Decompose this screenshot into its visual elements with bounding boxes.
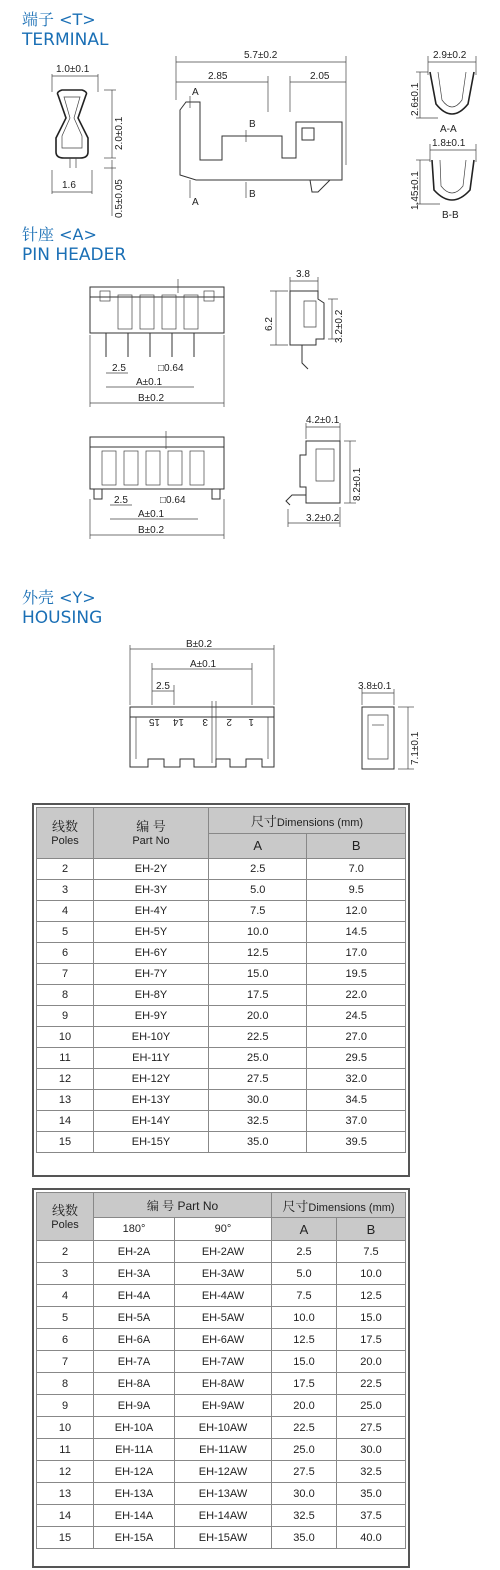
table-cell: 5.0: [209, 880, 307, 901]
col-dim-en: Dimensions (mm): [276, 816, 364, 829]
header-90-width: 4.2±0.1: [306, 415, 340, 426]
table-cell: EH-2Y: [94, 859, 209, 880]
terminal-title-en: TERMINAL: [22, 30, 109, 50]
table-cell: 24.5: [307, 1006, 406, 1027]
col2-b: B: [337, 1218, 406, 1241]
table-cell: 17.5: [209, 985, 307, 1006]
housing-dim-a: A±0.1: [190, 659, 217, 670]
table-cell: 4: [37, 1285, 94, 1307]
table-cell: 20.0: [209, 1006, 307, 1027]
table-cell: EH-9A: [94, 1395, 175, 1417]
header-180-side: [264, 269, 345, 369]
table-cell: EH-3A: [94, 1263, 175, 1285]
table-cell: 12.5: [337, 1285, 406, 1307]
table-cell: 9: [37, 1395, 94, 1417]
table-cell: EH-11AW: [175, 1439, 272, 1461]
table-cell: 20.0: [272, 1395, 337, 1417]
table-cell: EH-15A: [94, 1527, 175, 1549]
table-cell: 11: [37, 1048, 94, 1069]
table-row: [37, 1329, 406, 1351]
table-cell: 22.5: [209, 1027, 307, 1048]
header-180-pinlen: 3.2±0.2: [334, 309, 345, 343]
table-cell: EH-8AW: [175, 1373, 272, 1395]
dim-terminal-height: 2.0±0.1: [114, 116, 125, 150]
table-cell: 32.5: [272, 1505, 337, 1527]
housing-title-zh: 外壳 <Y>: [22, 588, 96, 607]
col-b: B: [307, 833, 406, 859]
table-cell: 10: [37, 1027, 94, 1048]
table-cell: 7: [37, 1351, 94, 1373]
table-cell: 2.5: [209, 859, 307, 880]
table-cell: EH-7A: [94, 1351, 175, 1373]
table-cell: EH-5Y: [94, 922, 209, 943]
col-poles-zh: 线数: [51, 819, 78, 834]
table-cell: EH-3AW: [175, 1263, 272, 1285]
table-cell: 7.5: [209, 901, 307, 922]
col-part-no: [94, 808, 209, 859]
table-cell: EH-14A: [94, 1505, 175, 1527]
housing-pos-2: 2: [226, 716, 232, 727]
table-cell: 35.0: [209, 1132, 307, 1153]
table-cell: 3: [37, 1263, 94, 1285]
col2-poles-zh: 线数: [51, 1202, 78, 1218]
table-cell: 7.0: [307, 859, 406, 880]
col2-90: 90°: [175, 1218, 272, 1241]
table-row: [37, 1069, 406, 1090]
table-cell: 14.5: [307, 922, 406, 943]
table-row: [37, 1263, 406, 1285]
housing-dim-b: B±0.2: [186, 639, 213, 650]
table-cell: EH-13Y: [94, 1090, 209, 1111]
table-row: [37, 1527, 406, 1549]
table-row: [37, 859, 406, 880]
section-bb-label: B-B: [442, 210, 459, 221]
table-cell: 10.0: [209, 922, 307, 943]
table-cell: 15: [37, 1527, 94, 1549]
table-row: [37, 1048, 406, 1069]
col-part-zh: 编 号: [136, 819, 166, 834]
table-cell: 39.5: [307, 1132, 406, 1153]
table-row: [37, 922, 406, 943]
section-aa: [410, 50, 476, 135]
housing-dim-height: 7.1±0.1: [410, 731, 421, 765]
table-cell: EH-4Y: [94, 901, 209, 922]
table-cell: 5.0: [272, 1263, 337, 1285]
table-cell: EH-15Y: [94, 1132, 209, 1153]
housing-side-view: [358, 681, 421, 769]
table-cell: 8: [37, 1373, 94, 1395]
table-cell: 10.0: [337, 1263, 406, 1285]
housing-title: [22, 588, 102, 628]
cut-a-label: A: [192, 87, 199, 98]
table-cell: EH-8Y: [94, 985, 209, 1006]
table-cell: EH-6A: [94, 1329, 175, 1351]
header-90-pitch: 2.5: [114, 495, 128, 506]
table-row: [37, 1351, 406, 1373]
table-cell: 8: [37, 985, 94, 1006]
dim-bb-width: 1.8±0.1: [432, 138, 466, 149]
section-bb: [410, 138, 476, 221]
table-cell: 6: [37, 943, 94, 964]
table-cell: 19.5: [307, 964, 406, 985]
table-row: [37, 1132, 406, 1153]
table-cell: 15: [37, 1132, 94, 1153]
table-cell: 27.5: [209, 1069, 307, 1090]
table-cell: 35.0: [337, 1483, 406, 1505]
table-cell: 14: [37, 1111, 94, 1132]
housing-pos-1: 1: [248, 716, 254, 727]
header-table: [36, 1192, 406, 1549]
table-cell: EH-8A: [94, 1373, 175, 1395]
dim-terminal-tab: 0.5±0.05: [114, 179, 125, 218]
col2-a: A: [272, 1218, 337, 1241]
table-cell: EH-13A: [94, 1483, 175, 1505]
header-90-pin: □0.64: [160, 495, 186, 506]
table-cell: EH-14Y: [94, 1111, 209, 1132]
table-cell: 34.5: [307, 1090, 406, 1111]
table-cell: EH-14AW: [175, 1505, 272, 1527]
col2-dim-en: Dimensions (mm): [308, 1201, 395, 1214]
table-cell: EH-11Y: [94, 1048, 209, 1069]
cut-b-label-bottom: B: [249, 189, 256, 200]
table-cell: 32.0: [307, 1069, 406, 1090]
table-row: [37, 1417, 406, 1439]
table-cell: 2: [37, 1241, 94, 1263]
table-cell: 35.0: [272, 1527, 337, 1549]
pin-header-drawing: [0, 265, 500, 550]
table-cell: EH-12Y: [94, 1069, 209, 1090]
table-cell: 15.0: [209, 964, 307, 985]
col2-poles: [37, 1193, 94, 1241]
table-row: [37, 1111, 406, 1132]
table-cell: EH-6AW: [175, 1329, 272, 1351]
header-90-pinlen: 3.2±0.2: [306, 513, 340, 524]
header-90-front: [90, 431, 224, 539]
col-dimensions: [209, 808, 406, 834]
terminal-front-view: [52, 64, 125, 218]
table-cell: 14: [37, 1505, 94, 1527]
table-cell: 25.0: [272, 1439, 337, 1461]
col-dim-zh: 尺寸: [250, 813, 277, 829]
table-cell: 9: [37, 1006, 94, 1027]
housing-table: [36, 807, 406, 1153]
table-cell: EH-4A: [94, 1285, 175, 1307]
table-cell: EH-3Y: [94, 880, 209, 901]
table-cell: EH-2AW: [175, 1241, 272, 1263]
table-cell: EH-13AW: [175, 1483, 272, 1505]
dim-terminal-base: 1.6: [62, 180, 76, 191]
table-cell: 5: [37, 1307, 94, 1329]
table-cell: 25.0: [209, 1048, 307, 1069]
table-row: [37, 1006, 406, 1027]
header-180-height: 6.2: [264, 317, 275, 331]
cut-b-label: B: [249, 119, 256, 130]
table-cell: 17.5: [272, 1373, 337, 1395]
header-90-a: A±0.1: [138, 509, 165, 520]
terminal-side-view: [176, 50, 346, 208]
col2-poles-en: Poles: [51, 1218, 79, 1231]
table-cell: 17.5: [337, 1329, 406, 1351]
table-cell: 37.0: [307, 1111, 406, 1132]
table-cell: EH-12AW: [175, 1461, 272, 1483]
table-cell: 29.5: [307, 1048, 406, 1069]
table-cell: 22.5: [272, 1417, 337, 1439]
table-row: [37, 1285, 406, 1307]
dim-terminal-rear: 2.05: [310, 71, 330, 82]
cut-a-label-bottom: A: [192, 197, 199, 208]
table-cell: 40.0: [337, 1527, 406, 1549]
dim-terminal-length: 5.7±0.2: [244, 50, 278, 61]
housing-dim-pitch: 2.5: [156, 681, 170, 692]
table-cell: EH-12A: [94, 1461, 175, 1483]
header-180-pin: □0.64: [158, 363, 184, 374]
table-cell: EH-10AW: [175, 1417, 272, 1439]
terminal-title-zh: 端子 <T>: [22, 10, 96, 29]
col-poles-en: Poles: [51, 835, 79, 847]
table-cell: EH-5A: [94, 1307, 175, 1329]
table-cell: 22.0: [307, 985, 406, 1006]
table-row: [37, 1373, 406, 1395]
table-cell: 15.0: [272, 1351, 337, 1373]
section-aa-label: A-A: [440, 124, 457, 135]
dim-terminal-front: 2.85: [208, 71, 228, 82]
table-cell: 7: [37, 964, 94, 985]
housing-dim-width: 3.8±0.1: [358, 681, 392, 692]
housing-pos-14: 14: [172, 716, 184, 727]
table-cell: 13: [37, 1483, 94, 1505]
table-row: [37, 1395, 406, 1417]
table-cell: 17.0: [307, 943, 406, 964]
col-a: A: [209, 833, 307, 859]
table-cell: 37.5: [337, 1505, 406, 1527]
table-row: [37, 985, 406, 1006]
table-cell: EH-5AW: [175, 1307, 272, 1329]
table-cell: 7.5: [272, 1285, 337, 1307]
dim-bb-height: 1.45±0.1: [410, 171, 421, 210]
col-poles: [37, 808, 94, 859]
table-cell: 2.5: [272, 1241, 337, 1263]
table-row: [37, 1461, 406, 1483]
pin-header-title-en: PIN HEADER: [22, 245, 127, 265]
housing-pos-3: 3: [202, 716, 208, 727]
table-cell: 15.0: [337, 1307, 406, 1329]
dim-aa-height: 2.6±0.1: [410, 82, 421, 116]
header-90-side: [286, 415, 363, 527]
pin-header-title-zh: 针座 <A>: [22, 225, 97, 244]
housing-title-en: HOUSING: [22, 608, 103, 628]
table-cell: 20.0: [337, 1351, 406, 1373]
housing-pos-15: 15: [148, 716, 160, 727]
header-180-a: A±0.1: [136, 377, 163, 388]
table-cell: EH-10Y: [94, 1027, 209, 1048]
table-cell: 30.0: [209, 1090, 307, 1111]
table-cell: 25.0: [337, 1395, 406, 1417]
table-cell: 10: [37, 1417, 94, 1439]
header-90-height: 8.2±0.1: [352, 467, 363, 501]
table-cell: EH-7AW: [175, 1351, 272, 1373]
col2-dim-zh: 尺寸: [282, 1198, 309, 1214]
table-cell: EH-6Y: [94, 943, 209, 964]
header-180-b: B±0.2: [138, 393, 165, 404]
table-row: [37, 1483, 406, 1505]
table-cell: 12: [37, 1461, 94, 1483]
table-cell: 22.5: [337, 1373, 406, 1395]
table-cell: 11: [37, 1439, 94, 1461]
table-cell: 12.5: [209, 943, 307, 964]
table-cell: 27.0: [307, 1027, 406, 1048]
table-cell: 32.5: [209, 1111, 307, 1132]
table-row: [37, 1241, 406, 1263]
header-180-front: [90, 279, 224, 407]
table-cell: 5: [37, 922, 94, 943]
table-cell: 30.0: [272, 1483, 337, 1505]
table-row: [37, 1439, 406, 1461]
table-cell: 4: [37, 901, 94, 922]
table-cell: 27.5: [272, 1461, 337, 1483]
terminal-drawing: [0, 0, 500, 225]
table-row: [37, 1090, 406, 1111]
table-row: [37, 1027, 406, 1048]
table-cell: EH-9AW: [175, 1395, 272, 1417]
table-row: [37, 964, 406, 985]
table-cell: 30.0: [337, 1439, 406, 1461]
table-row: [37, 880, 406, 901]
table-cell: 13: [37, 1090, 94, 1111]
housing-drawing: [0, 635, 500, 785]
table-cell: EH-11A: [94, 1439, 175, 1461]
table-cell: 27.5: [337, 1417, 406, 1439]
table-cell: EH-15AW: [175, 1527, 272, 1549]
col2-180: 180°: [94, 1218, 175, 1241]
table-row: [37, 943, 406, 964]
table-cell: EH-4AW: [175, 1285, 272, 1307]
table-row: [37, 1307, 406, 1329]
header-180-pitch: 2.5: [112, 363, 126, 374]
dim-terminal-width: 1.0±0.1: [56, 64, 90, 75]
housing-front-view: [130, 639, 274, 767]
col2-dimensions: [272, 1193, 406, 1218]
table-row: [37, 901, 406, 922]
table-cell: EH-9Y: [94, 1006, 209, 1027]
table-cell: 12.0: [307, 901, 406, 922]
col-part-en: Part No: [132, 835, 170, 847]
table-cell: 32.5: [337, 1461, 406, 1483]
table-cell: 3: [37, 880, 94, 901]
col2-part-no: 编 号 Part No: [94, 1193, 272, 1218]
header-90-b: B±0.2: [138, 525, 165, 536]
table-cell: 12: [37, 1069, 94, 1090]
table-cell: 2: [37, 859, 94, 880]
table-cell: 9.5: [307, 880, 406, 901]
table-cell: EH-2A: [94, 1241, 175, 1263]
table-row: [37, 1505, 406, 1527]
table-cell: 10.0: [272, 1307, 337, 1329]
header-180-depth: 3.8: [296, 269, 310, 280]
table-cell: 6: [37, 1329, 94, 1351]
dim-aa-width: 2.9±0.2: [433, 50, 467, 61]
pin-header-title: [22, 225, 126, 265]
table-cell: 12.5: [272, 1329, 337, 1351]
table-cell: EH-10A: [94, 1417, 175, 1439]
table-cell: EH-7Y: [94, 964, 209, 985]
table-cell: 7.5: [337, 1241, 406, 1263]
